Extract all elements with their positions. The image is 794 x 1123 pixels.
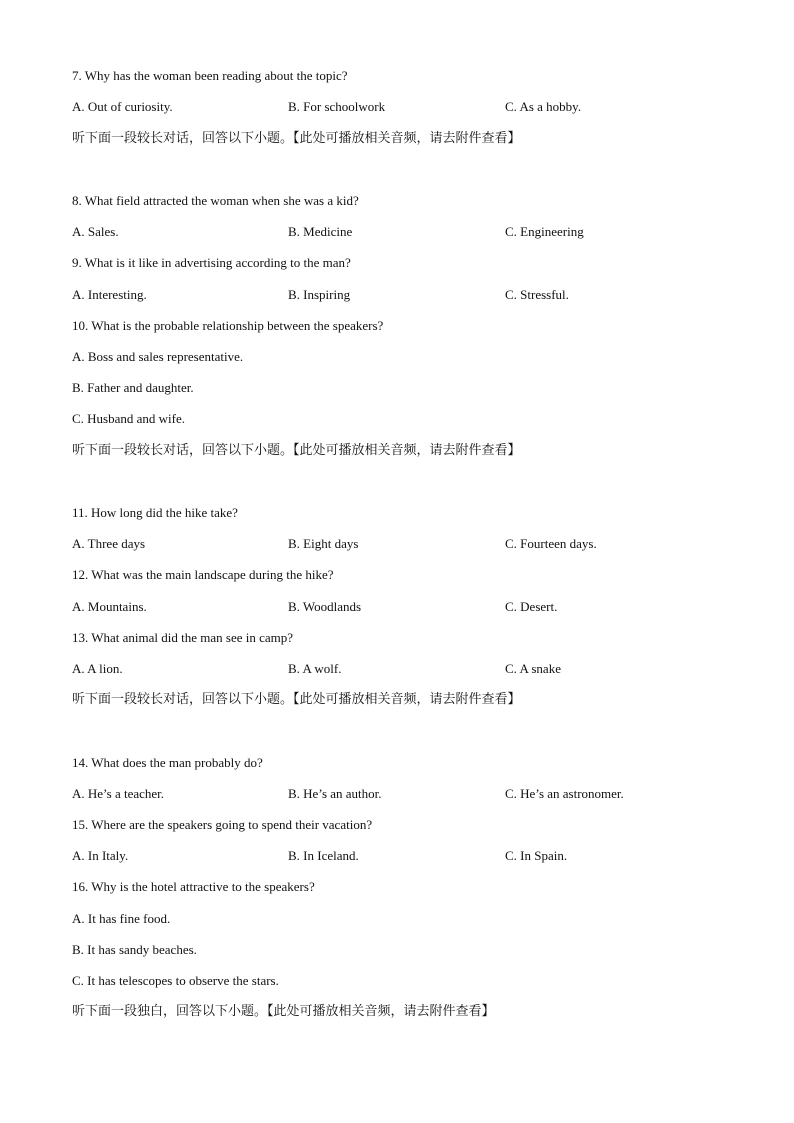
option-13c: C. A snake xyxy=(505,661,561,676)
option-11b: B. Eight days xyxy=(288,536,359,551)
listening-instruction-1: 听下面一段较长对话，回答以下小题。【此处可播放相关音频，请去附件查看】 xyxy=(72,131,521,146)
option-7c: C. As a hobby. xyxy=(505,99,582,114)
question-8: 8. What field attracted the woman when she was a kid? xyxy=(72,193,359,208)
question-11: 11. How long did the hike take? xyxy=(72,505,238,520)
option-10a: A. Boss and sales representative. xyxy=(72,349,244,364)
option-16c: C. It has telescopes to observe the stars. xyxy=(72,973,279,988)
option-8b: B. Medicine xyxy=(288,224,353,239)
listening-instruction-2: 听下面一段较长对话，回答以下小题。【此处可播放相关音频，请去附件查看】 xyxy=(72,443,521,458)
option-16b: B. It has sandy beaches. xyxy=(72,942,197,957)
option-15a: A. In Italy. xyxy=(72,848,129,863)
option-7a: A. Out of curiosity. xyxy=(72,99,173,114)
option-13a: A. A lion. xyxy=(72,661,123,676)
option-15b: B. In Iceland. xyxy=(288,848,359,863)
option-9a: A. Interesting. xyxy=(72,287,147,302)
option-15c: C. In Spain. xyxy=(505,848,568,863)
option-14b: B. He’s an author. xyxy=(288,786,382,801)
option-9c: C. Stressful. xyxy=(505,287,569,302)
question-14: 14. What does the man probably do? xyxy=(72,755,263,770)
option-12a: A. Mountains. xyxy=(72,599,147,614)
option-7b: B. For schoolwork xyxy=(288,99,386,114)
question-9: 9. What is it like in advertising according to the man? xyxy=(72,255,351,270)
option-13b: B. A wolf. xyxy=(288,661,342,676)
listening-instruction-4: 听下面一段独白，回答以下小题。【此处可播放相关音频，请去附件查看】 xyxy=(72,1004,495,1019)
option-8c: C. Engineering xyxy=(505,224,584,239)
question-13: 13. What animal did the man see in camp? xyxy=(72,630,294,645)
option-10b: B. Father and daughter. xyxy=(72,380,194,395)
question-10: 10. What is the probable relationship between the speakers? xyxy=(72,318,384,333)
option-12c: C. Desert. xyxy=(505,599,558,614)
question-16: 16. Why is the hotel attractive to the speakers? xyxy=(72,879,315,894)
option-12b: B. Woodlands xyxy=(288,599,362,614)
listening-instruction-3: 听下面一段较长对话，回答以下小题。【此处可播放相关音频，请去附件查看】 xyxy=(72,692,521,707)
option-10c: C. Husband and wife. xyxy=(72,411,186,426)
option-16a: A. It has fine food. xyxy=(72,911,171,926)
question-12: 12. What was the main landscape during the hike? xyxy=(72,567,334,582)
question-7: 7. Why has the woman been reading about the topic? xyxy=(72,68,348,83)
option-14c: C. He’s an astronomer. xyxy=(505,786,624,801)
option-11c: C. Fourteen days. xyxy=(505,536,597,551)
option-11a: A. Three days xyxy=(72,536,146,551)
option-14a: A. He’s a teacher. xyxy=(72,786,165,801)
option-9b: B. Inspiring xyxy=(288,287,351,302)
option-8a: A. Sales. xyxy=(72,224,119,239)
question-15: 15. Where are the speakers going to spend their vacation? xyxy=(72,817,373,832)
